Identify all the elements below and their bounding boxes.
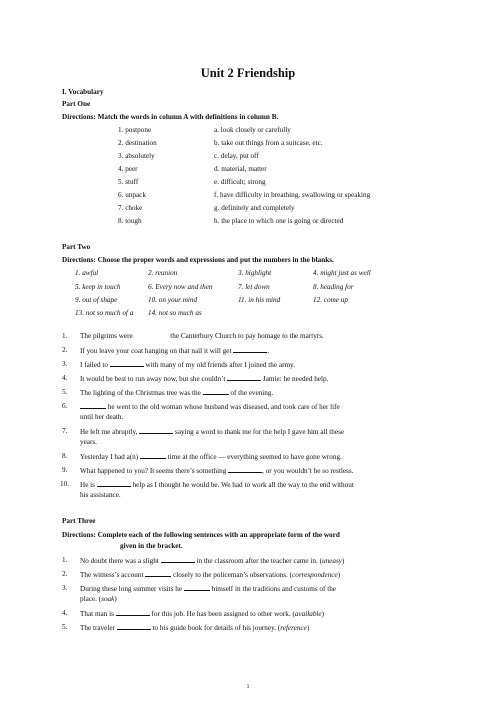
sentence bbox=[80, 480, 354, 490]
sentence-continuation bbox=[80, 595, 117, 604]
answer-blank[interactable] bbox=[116, 609, 150, 616]
answer-blank[interactable] bbox=[227, 374, 261, 381]
sentence-text: Jamie: he needed help. bbox=[261, 375, 329, 383]
part-two-heading: Part Two bbox=[62, 243, 91, 251]
item-number: 10. bbox=[60, 480, 69, 488]
sentence-text: in the classroom after the teacher came in. ( bbox=[194, 557, 322, 565]
col-b-item: c. delay, put off bbox=[214, 152, 259, 160]
sentence-text: to his guide book for details of his journey. ( bbox=[150, 624, 281, 632]
answer-blank[interactable] bbox=[228, 466, 262, 473]
word-bank-item: 6. Every now and then bbox=[148, 283, 213, 291]
item-number: 5. bbox=[62, 388, 68, 396]
sentence bbox=[80, 388, 273, 398]
section-heading: I. Vocabulary bbox=[62, 88, 104, 96]
word-bank-item: 14. not so much as bbox=[148, 309, 202, 317]
item-number: 5. bbox=[62, 623, 68, 631]
item-number: 7. bbox=[62, 427, 68, 435]
col-b-item: d. material, matter bbox=[214, 165, 267, 173]
sentence-text: ) bbox=[306, 624, 310, 632]
sentence bbox=[80, 609, 324, 619]
answer-blank[interactable] bbox=[135, 332, 169, 338]
sentence-text: with many of my old friends after I joined the army. bbox=[143, 361, 295, 369]
part-one-directions: Directions: Match the words in column A with definitions in column B. bbox=[62, 113, 279, 121]
item-number: 4. bbox=[62, 374, 68, 382]
sentence-text: The pilgrims were bbox=[80, 332, 135, 340]
item-number: 3. bbox=[62, 360, 68, 368]
hint-word: reference bbox=[280, 624, 307, 632]
word-bank-item: 7. let down bbox=[238, 283, 270, 291]
sentence bbox=[80, 374, 328, 384]
hint-word: correspondence bbox=[292, 571, 338, 579]
col-b-item: h. the place to which one is going or directed bbox=[214, 217, 344, 225]
sentence-text: The lighting of the Christmas tree was the bbox=[80, 389, 203, 397]
sentence bbox=[80, 556, 344, 566]
word-bank-item: 4. might just as well bbox=[313, 269, 371, 277]
item-number: 6. bbox=[62, 402, 68, 410]
sentence-text: If you leave your coat hanging on that nail it will get bbox=[80, 347, 234, 355]
col-b-item: e. difficult; strong bbox=[214, 178, 266, 186]
answer-blank[interactable] bbox=[184, 584, 210, 591]
sentence-text: closely to the policeman’s observations. ( bbox=[171, 571, 293, 579]
sentence bbox=[80, 402, 340, 412]
word-bank-item: 9. out of shape bbox=[75, 296, 118, 304]
answer-blank[interactable] bbox=[233, 346, 270, 355]
col-a-item: 3. absolutely bbox=[118, 152, 155, 160]
sentence-continuation: until her death. bbox=[80, 413, 124, 421]
word-bank-item: 5. keep in touch bbox=[75, 283, 121, 291]
page-number: 1 bbox=[246, 684, 250, 690]
sentence bbox=[80, 623, 309, 633]
sentence-text: Yesterday I had a(n) bbox=[80, 453, 140, 461]
sentence-text: ) bbox=[321, 610, 325, 618]
sentence-text: He is bbox=[80, 481, 97, 489]
sentence bbox=[80, 466, 353, 476]
sentence bbox=[80, 360, 295, 370]
col-a-item: 2. destination bbox=[118, 139, 157, 147]
item-number: 8. bbox=[62, 452, 68, 460]
col-b-item: g. definitely and completely bbox=[214, 204, 295, 212]
part-three-heading: Part Three bbox=[62, 517, 96, 525]
sentence-text: During these long summer visits he bbox=[80, 585, 184, 593]
sentence-text: No doubt there was a slight bbox=[80, 557, 161, 565]
sentence-text: The traveler bbox=[80, 624, 117, 632]
col-a-item: 5. stuff bbox=[118, 178, 139, 186]
sentence bbox=[80, 427, 344, 437]
sentence-text: he went to the old woman whose husband was diseased, and took care of her life bbox=[106, 403, 340, 411]
item-number: 3. bbox=[62, 584, 68, 592]
sentence bbox=[80, 584, 336, 594]
item-number: 1. bbox=[62, 332, 68, 340]
answer-blank[interactable] bbox=[139, 427, 173, 434]
sentence bbox=[80, 570, 340, 580]
hint-word: uneasy bbox=[321, 557, 342, 565]
word-bank-item: 3. highlight bbox=[238, 269, 272, 277]
col-b-item: b. take out things from a suitcase, etc. bbox=[214, 139, 323, 147]
part-one-heading: Part One bbox=[62, 100, 91, 108]
word-bank-item: 8. heading for bbox=[313, 283, 354, 291]
answer-blank[interactable] bbox=[117, 623, 151, 630]
sentence bbox=[80, 346, 269, 356]
col-a-item: 8. tough bbox=[118, 217, 142, 225]
word-bank-item: 12. come up bbox=[313, 296, 348, 304]
sentence-text: for this job. He has been assigned to other work. ( bbox=[149, 610, 295, 618]
answer-blank[interactable] bbox=[203, 388, 229, 395]
col-a-item: 1. postpone bbox=[118, 126, 152, 134]
col-a-item: 6. unpack bbox=[118, 191, 146, 199]
word-bank-item: 1. awful bbox=[75, 269, 99, 277]
item-number: 1. bbox=[62, 556, 68, 564]
sentence-text: . bbox=[267, 347, 270, 355]
hint-word: soak bbox=[101, 595, 115, 603]
word-bank-item: 11. in his mind bbox=[238, 296, 281, 304]
sentence-text: What happened to you? It seems there’s something bbox=[80, 467, 229, 475]
sentence-text: It would be best to run away now, but she couldn’t bbox=[80, 375, 228, 383]
col-b-item: a. look closely or carefully bbox=[214, 126, 291, 134]
answer-blank[interactable] bbox=[97, 480, 131, 487]
answer-blank[interactable] bbox=[161, 556, 195, 563]
col-b-item: f. have difficulty in breathing, swallowing or speaking bbox=[214, 191, 371, 199]
sentence-text: ) bbox=[341, 557, 345, 565]
sentence bbox=[80, 452, 342, 462]
answer-blank[interactable] bbox=[80, 402, 106, 409]
sentence bbox=[80, 332, 324, 341]
item-number: 2. bbox=[62, 570, 68, 578]
answer-blank[interactable] bbox=[145, 570, 171, 577]
sentence-text: himself in the traditions and customs of the bbox=[209, 585, 336, 593]
col-a-item: 4. peer bbox=[118, 165, 138, 173]
answer-blank[interactable] bbox=[110, 360, 144, 367]
part-three-directions-cont: given in the bracket. bbox=[120, 542, 183, 550]
word-bank-item: 13. not so much of a bbox=[75, 309, 134, 317]
sentence-text: , or you wouldn’t be so restless. bbox=[262, 467, 354, 475]
sentence-text: help as I thought he would be. We had to work all the way to the end without bbox=[130, 481, 354, 489]
sentence-continuation: years. bbox=[80, 438, 97, 446]
item-number: 9. bbox=[62, 466, 68, 474]
sentence-continuation: his assistance. bbox=[80, 491, 121, 499]
sentence-text: The witness’s account bbox=[80, 571, 146, 579]
sentence-text: time at the office — everything seemed to have gone wrong. bbox=[165, 453, 342, 461]
sentence-text: the Canterbury Church to pay homage to the martyrs. bbox=[168, 332, 324, 340]
sentence-text: place. ( bbox=[80, 595, 102, 603]
sentence-text: He left me abruptly, bbox=[80, 428, 140, 436]
col-a-item: 7. choke bbox=[118, 204, 143, 212]
part-two-directions: Directions: Choose the proper words and expressions and put the numbers in the blanks. bbox=[62, 256, 334, 264]
item-number: 4. bbox=[62, 609, 68, 617]
page-title: Unit 2 Friendship bbox=[200, 66, 296, 80]
answer-blank[interactable] bbox=[140, 452, 166, 459]
part-three-directions: Directions: Complete each of the following sentences with an appropriate form of the word bbox=[62, 531, 340, 539]
sentence-text: saying a word to thank me for the help I gave him all these bbox=[173, 428, 345, 436]
word-bank-item: 10. on your mind bbox=[148, 296, 198, 304]
sentence-text: ) bbox=[114, 595, 117, 603]
sentence-text: I failed to bbox=[80, 361, 110, 369]
item-number: 2. bbox=[62, 346, 68, 354]
hint-word: available bbox=[294, 610, 322, 618]
sentence-text: ) bbox=[337, 571, 341, 579]
word-bank-item: 2. reunion bbox=[148, 269, 178, 277]
sentence-text: of the evening. bbox=[228, 389, 274, 397]
sentence-text: That man is bbox=[80, 610, 116, 618]
